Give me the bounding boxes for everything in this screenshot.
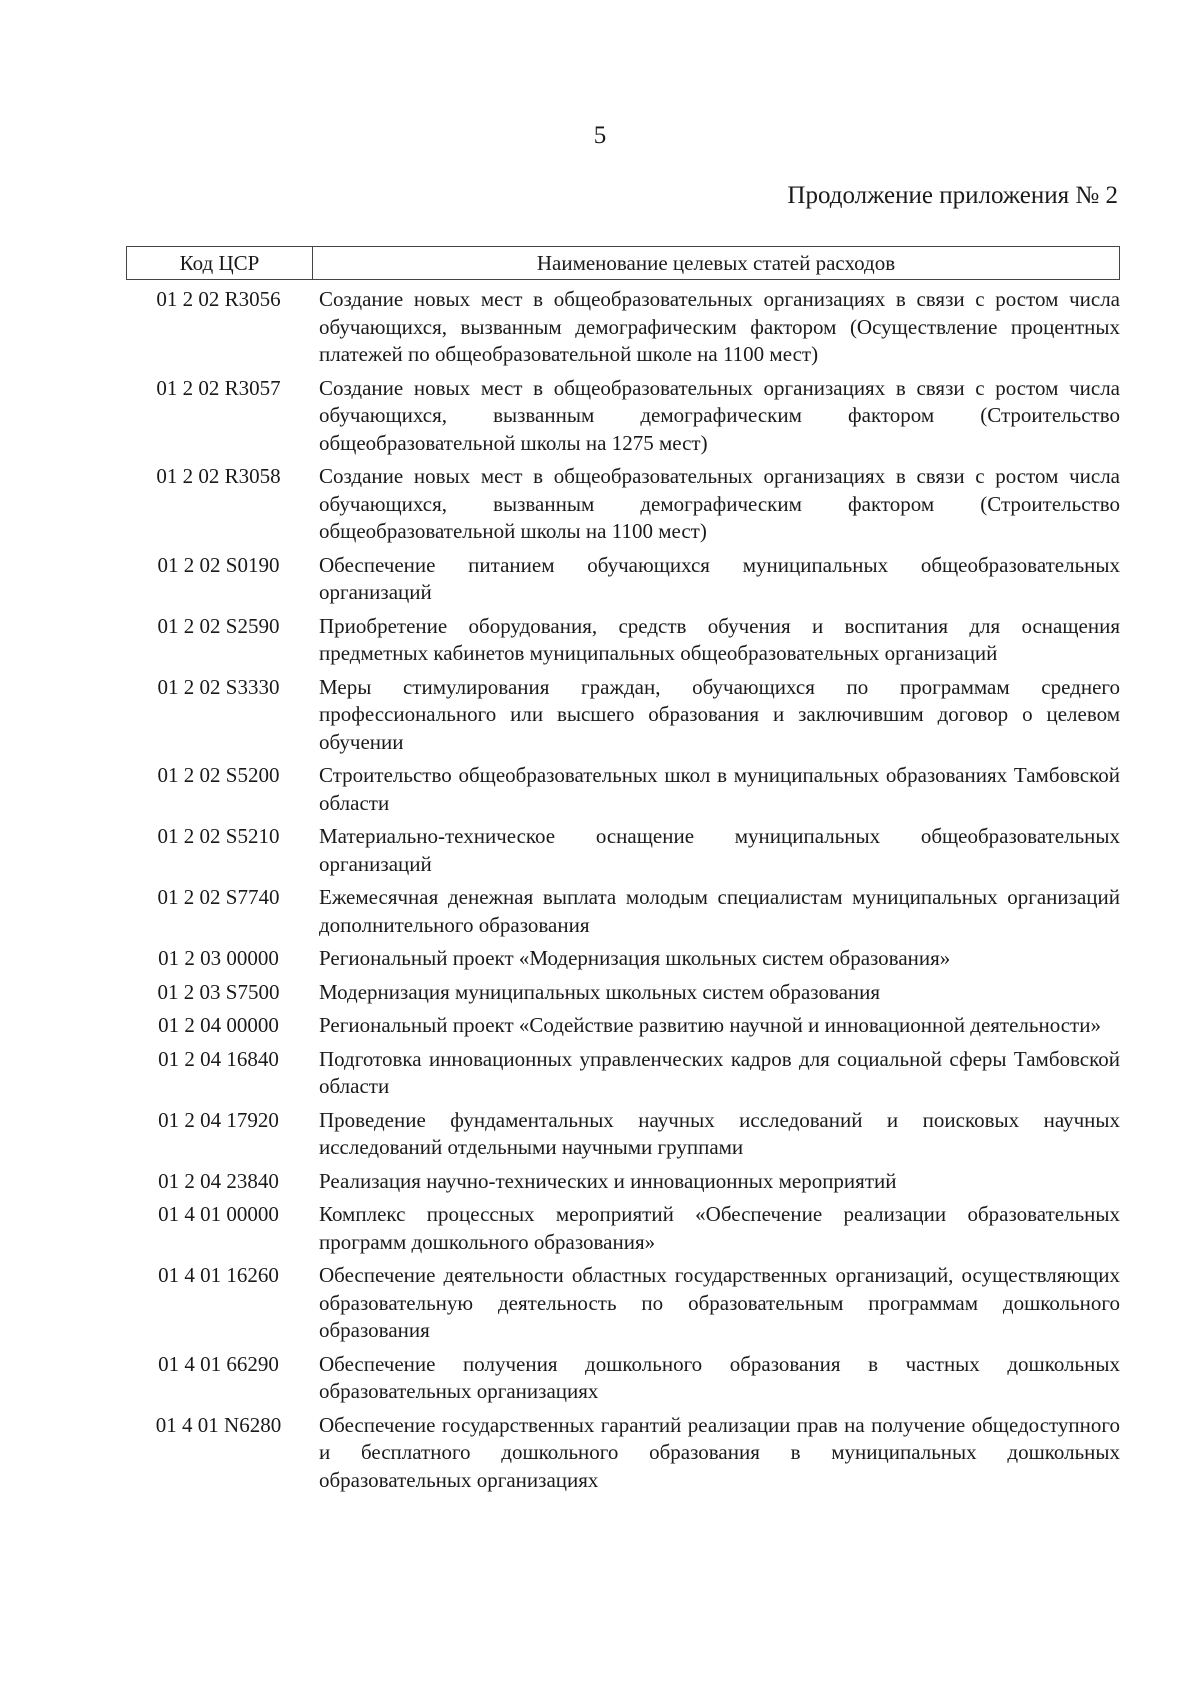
row-name: Региональный проект «Содействие развитию научной и инновационной деятельности»	[319, 1013, 1101, 1037]
table-row	[126, 375, 1120, 458]
table-row	[126, 286, 1120, 369]
row-code: 01 4 01 N6280	[155, 1412, 282, 1437]
row-name: Подготовка инновационных управленческих кадров для социальной сферы Тамбовской области	[319, 1046, 1120, 1098]
table-row	[126, 1012, 1120, 1040]
row-code: 01 2 02 S3330	[157, 674, 280, 699]
row-name: Приобретение оборудования, средств обучения и воспитания для оснащения предметных кабинетов муниципальных общеобразовательных организаций	[319, 613, 1120, 665]
table-row	[126, 1168, 1120, 1196]
table-header	[126, 246, 1120, 280]
row-name: Обеспечение государственных гарантий реализации прав на получение общедоступного и бесплатного дошкольного образования в муниципальных дошкольных образовательных организациях	[319, 1412, 1120, 1492]
row-code: 01 2 04 17920	[158, 1107, 279, 1132]
row-name: Строительство общеобразовательных школ в муниципальных образованиях Тамбовской области	[319, 763, 1120, 815]
header-code: Код ЦСР	[127, 247, 313, 279]
row-name: Проведение фундаментальных научных исследований и поисковых научных исследований отдельными научными группами	[319, 1107, 1120, 1159]
table-row	[126, 1046, 1120, 1101]
row-name: Создание новых мест в общеобразовательных организациях в связи с ростом числа обучающихся, вызванным демографическим фактором (Осуществление процентных платежей по общеобразовательной школе на 1100 мест)	[319, 287, 1120, 366]
table-row	[126, 1201, 1120, 1256]
row-name: Модернизация муниципальных школьных систем образования	[319, 979, 881, 1004]
table-row	[126, 979, 1120, 1007]
row-name: Реализация научно-технических и инновационных мероприятий	[319, 1168, 897, 1193]
table-row	[126, 674, 1120, 757]
row-name: Создание новых мест в общеобразовательных организациях в связи с ростом числа обучающихся, вызванным демографическим фактором (Строительство общеобразовательной школы на 1275 мест)	[319, 375, 1120, 455]
header-name: Наименование целевых статей расходов	[536, 250, 896, 275]
row-name: Ежемесячная денежная выплата молодым специалистам муниципальных организаций дополнительного образования	[319, 885, 1120, 937]
row-name: Обеспечение деятельности областных государственных организаций, осуществляющих образовательную деятельность по образовательным программам дошкольного образования	[319, 1263, 1120, 1342]
row-code: 01 2 04 16840	[158, 1046, 279, 1071]
row-name: Материально-техническое оснащение муниципальных общеобразовательных организаций	[319, 824, 1120, 876]
row-code: 01 2 04 23840	[158, 1168, 279, 1193]
row-name: Комплекс процессных мероприятий «Обеспечение реализации образовательных программ дошкольного образования»	[319, 1202, 1120, 1254]
table-row	[126, 1412, 1120, 1495]
table-row	[126, 945, 1120, 973]
row-code: 01 2 02 R3056	[156, 287, 281, 311]
row-name: Меры стимулирования граждан, обучающихся по программам среднего профессионального или высшего образования и заключившим договор о целевом обучении	[319, 674, 1120, 754]
page-number: 5	[593, 122, 607, 149]
row-code: 01 2 03 S7500	[157, 979, 280, 1004]
row-code: 01 2 02 S2590	[157, 613, 280, 638]
row-code: 01 4 01 16260	[158, 1263, 279, 1287]
table-row	[126, 552, 1120, 607]
row-code: 01 2 02 S5210	[157, 824, 280, 848]
appendix-heading: Продолжение приложения № 2	[787, 182, 1118, 209]
row-code: 01 4 01 66290	[158, 1351, 279, 1376]
budget-codes-table	[126, 246, 1120, 1500]
row-name: Региональный проект «Модернизация школьных систем образования»	[319, 946, 951, 970]
table-row	[126, 613, 1120, 668]
row-code: 01 4 01 00000	[158, 1202, 279, 1226]
table-row	[126, 762, 1120, 817]
row-code: 01 2 02 S5200	[157, 763, 280, 787]
table-row	[126, 884, 1120, 939]
table-body	[126, 280, 1120, 1494]
row-code: 01 2 04 00000	[158, 1013, 279, 1037]
row-code: 01 2 02 R3057	[156, 375, 281, 400]
row-code: 01 2 02 S0190	[157, 552, 280, 577]
row-name: Обеспечение питанием обучающихся муниципальных общеобразовательных организаций	[319, 552, 1120, 604]
row-code: 01 2 02 S7740	[157, 885, 280, 909]
row-code: 01 2 03 00000	[158, 946, 279, 970]
table-row	[126, 823, 1120, 878]
row-code: 01 2 02 R3058	[156, 464, 281, 488]
row-name: Обеспечение получения дошкольного образования в частных дошкольных образовательных организациях	[319, 1351, 1120, 1403]
table-row	[126, 1351, 1120, 1406]
row-name: Создание новых мест в общеобразовательных организациях в связи с ростом числа обучающихся, вызванным демографическим фактором (Строительство общеобразовательной школы на 1100 мест)	[319, 464, 1120, 543]
table-row	[126, 1262, 1120, 1345]
table-row	[126, 1107, 1120, 1162]
table-row	[126, 463, 1120, 546]
